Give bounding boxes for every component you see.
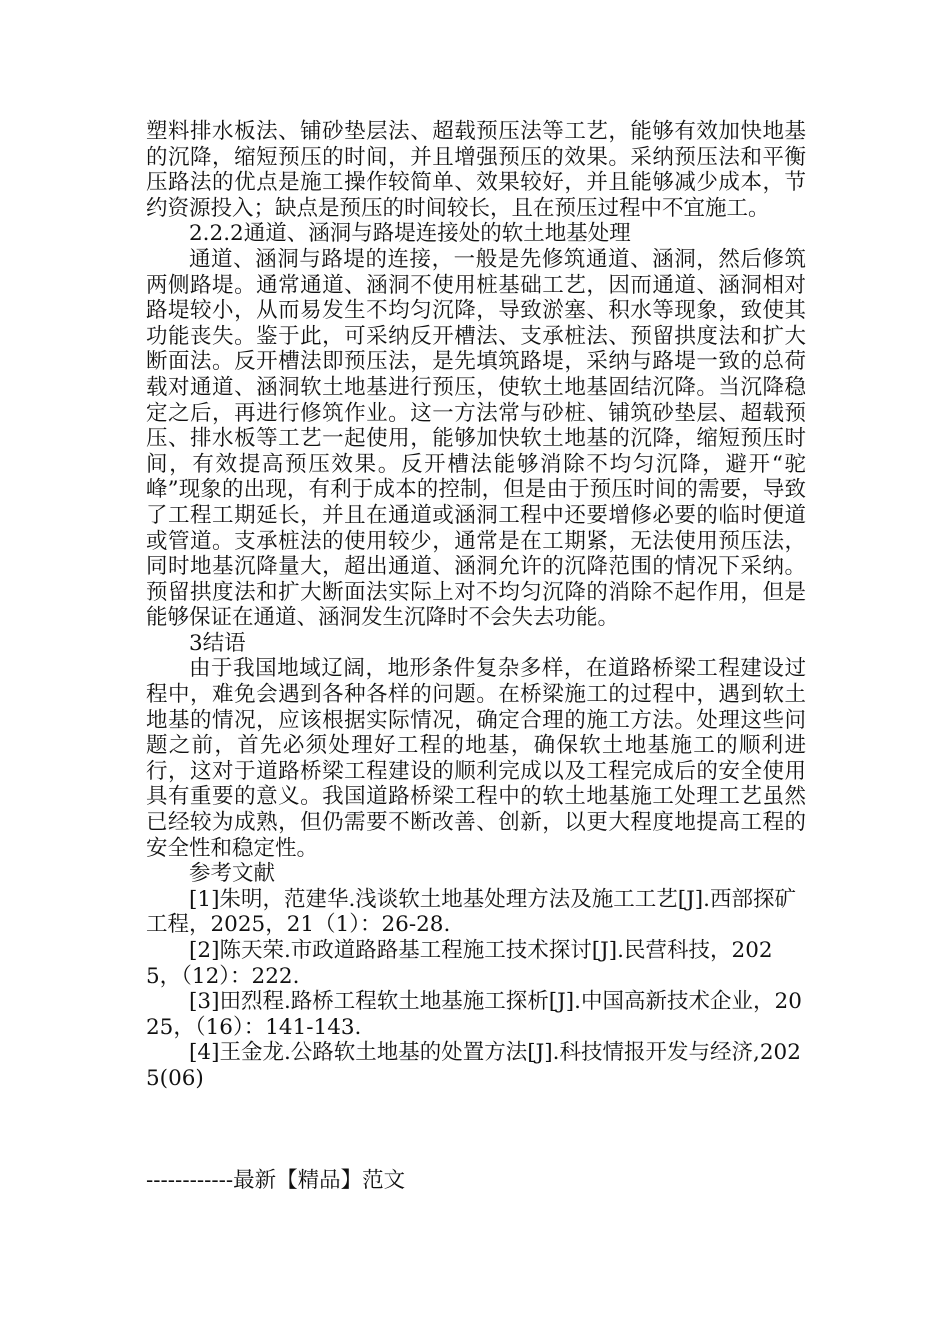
section-heading-conclusion: 3结语 [189,630,246,656]
references-heading: 参考文献 [189,861,276,887]
paragraph-conclusion: 由于我国地域辽阔，地形条件复杂多样，在道路桥梁工程建设过程中，难免会遇到各种各样的问题。在桥梁施工的过程中，遇到软土地基的情况，应该根据实际情况，确定合理的施工方法。处理这些问题之前，首先必须处理好工程的地基，确保软土地基施工的顺利进行，这对于道路桥梁工程建设的顺利完成以及工程完成后的安全使用具有重要的意义。我国道路桥梁工程中的软土地基施工处理工艺虽然已经较为成熟，但仍需要不断改善、创新，以更大程度地提高工程的安全性和稳定性。 [146,656,806,861]
document-page [146,119,806,1092]
section-heading-2-2-2: 2.2.2通道、涵洞与路堤连接处的软土地基处理 [189,221,631,247]
paragraph-preload-methods: 塑料排水板法、铺砂垫层法、超载预压法等工艺，能够有效加快地基的沉降，缩短预压的时间，并且增强预压的效果。采纳预压法和平衡压路法的优点是施工操作较简单、效果较好，并且能够减少成本，节约资源投入；缺点是预压的时间较长，且在预压过程中不宜施工。 [146,119,806,221]
footer-banner: ------------最新【精品】范文 [146,1168,406,1193]
reference-item: [2]陈天荣.市政道路路基工程施工技术探讨[J].民营科技，2025，（12）：222. [146,938,773,989]
reference-item: [3]田烈程.路桥工程软土地基施工探析[J].中国高新技术企业，2025，（16）：141-143. [146,989,802,1040]
body-text [146,119,806,887]
references-list [146,887,806,1092]
reference-item: [4]王金龙.公路软土地基的处置方法[J].科技情报开发与经济,2025(06) [146,1040,801,1091]
paragraph-culvert-connection: 通道、涵洞与路堤的连接，一般是先修筑通道、涵洞，然后修筑两侧路堤。通常通道、涵洞不使用桩基础工艺，因而通道、涵洞相对路堤较小，从而易发生不均匀沉降，导致淤塞、积水等现象，致使其功能丧失。鉴于此，可采纳反开槽法、支承桩法、预留拱度法和扩大断面法。反开槽法即预压法，是先填筑路堤，采纳与路堤一致的总荷载对通道、涵洞软土地基进行预压，使软土地基固结沉降。当沉降稳定之后，再进行修筑作业。这一方法常与砂桩、铺筑砂垫层、超载预压、排水板等工艺一起使用，能够加快软土地基的沉降，缩短预压时间，有效提高预压效果。反开槽法能够消除不均匀沉降，避开“驼峰”现象的出现，有利于成本的控制，但是由于预压时间的需要，导致了工程工期延长，并且在通道或涵洞工程中还要增修必要的临时便道或管道。支承桩法的使用较少，通常是在工期紧，无法使用预压法，同时地基沉降量大，超出通道、涵洞允许的沉降范围的情况下采纳。预留拱度法和扩大断面法实际上对不均匀沉降的消除不起作用，但是能够保证在通道、涵洞发生沉降时不会失去功能。 [146,246,806,631]
reference-item: [1]朱明，范建华.浅谈软土地基处理方法及施工工艺[J].西部探矿工程，2025，21（1）：26-28. [146,886,797,938]
